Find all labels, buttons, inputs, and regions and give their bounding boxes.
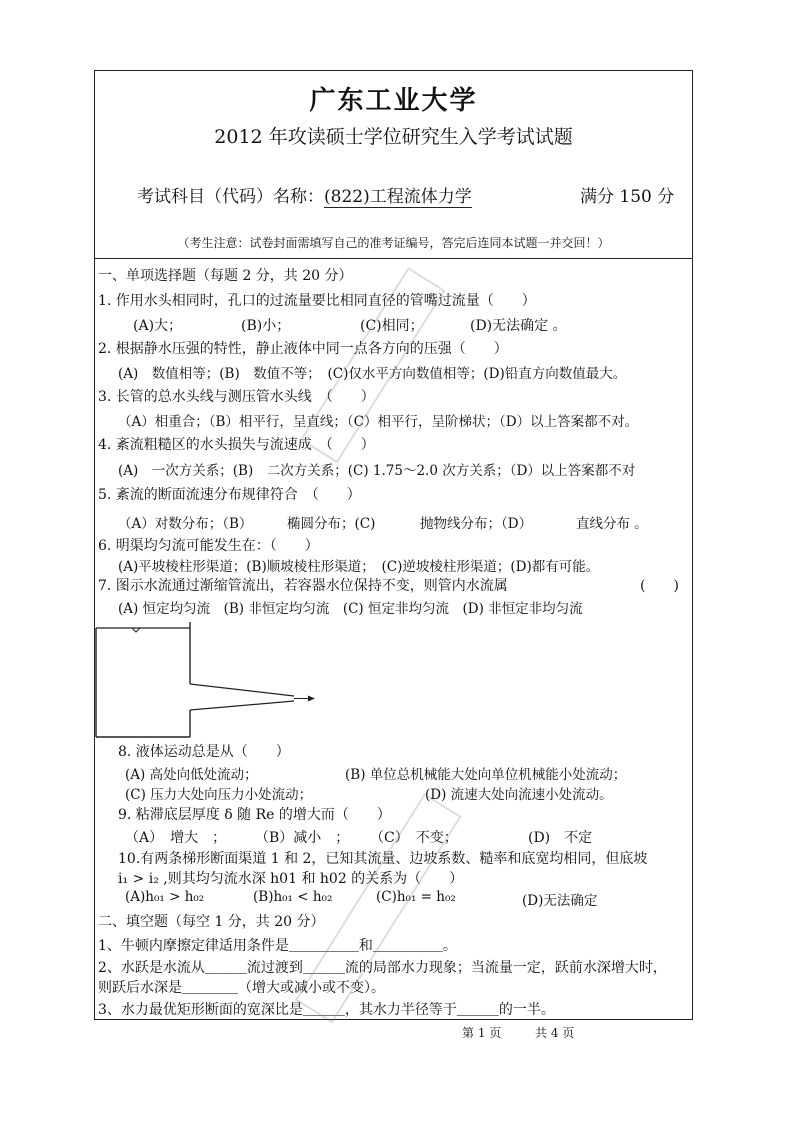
header-divider [94,258,693,259]
q2-text: 2. 根据静水压强的特性，静止液体中同一点各方向的压强（ ） [98,341,508,357]
university-title: 广东工业大学 [309,86,478,116]
section1-title: 一、单项选择题（每题 2 分，共 20 分） [98,268,353,284]
page-total: 共 4 页 [535,1026,575,1040]
q10-condition: i₁ > i₂ ,则其均匀流水深 h01 和 h02 的关系为（ ） [118,871,464,887]
q7-answer-paren: ( ) [640,578,679,594]
exam-title: 2012 年攻读硕士学位研究生入学考试试题 [214,126,573,148]
q8-option-d: (D) 流速大处向流速小处流动。 [425,787,613,803]
q3-text: 3. 长管的总水头线与测压管水头线 （ ） [98,389,375,405]
fill-q1: 1、牛顿内摩擦定律适用条件是＿＿＿＿＿和＿＿＿＿＿。 [98,938,457,954]
q8-option-a: (A) 高处向低处流动； [125,767,258,783]
tank-nozzle-figure [94,618,334,743]
q9-option-c: （C） 不变； [370,830,458,846]
q10-option-d: (D)无法确定 [522,893,598,909]
outflow-arrow-icon [308,696,315,702]
fill-q3: 3、水力最优矩形断面的宽深比是＿＿＿，其水力半径等于＿＿＿的一半。 [98,1002,555,1018]
section2-title: 二、填空题（每空 1 分，共 20 分） [98,914,325,930]
q8-text: 8. 液体运动总是从（ ） [118,744,290,760]
q9-option-d: (D) 不定 [528,830,593,846]
q4-text: 4. 紊流粗糙区的水头损失与流速成 （ ） [98,437,375,453]
subject-code: (822)工程流体力学 [324,187,472,207]
q9-text: 9. 粘滞底层厚度 δ 随 Re 的增大而（ ） [118,807,391,823]
q8-option-c: (C) 压力大处向压力小处流动； [125,787,313,803]
q10-text: 10.有两条梯形断面渠道 1 和 2，已知其流量、边坡系数、糙率和底宽均相同，但底坡 [118,851,648,867]
q5-option-ab: （A）对数分布；（B） [118,516,253,532]
q2-options: (A) 数值相等；(B) 数值不等； (C)仅水平方向数值相等；(D)铅直方向数值最大。 [118,366,627,382]
q3-options: （A）相重合；（B）相平行，呈直线；（C）相平行，呈阶梯状；（D）以上答案都不对。 [118,414,639,430]
q9-option-b: （B）减小 ； [255,830,350,846]
q5-text: 5. 紊流的断面流速分布规律符合 （ ） [98,487,361,503]
q10-option-c: (C)h₀₁ = h₀₂ [376,889,456,905]
q9-option-a: （A） 增大 ； [125,830,227,846]
q5-option-b: 椭圆分布；(C) [287,516,376,532]
subject-prefix: 考试科目（代码）名称： [137,187,324,207]
q10-option-a: (A)h₀₁ > h₀₂ [125,889,205,905]
q8-option-b: (B) 单位总机械能大处向单位机械能小处流动； [345,767,627,783]
q7-text: 7. 图示水流通过渐缩管流出，若容器水位保持不变，则管内水流属 [98,578,508,594]
fill-q2-cont: 则跃后水深是＿＿＿＿（增大或减小或不变）。 [98,980,385,996]
q10-option-b: (B)h₀₁ < h₀₂ [253,889,333,905]
page-number: 第 1 页 [462,1026,502,1040]
pipe-top-wall [190,684,294,696]
q1-option-b: (B)小； [241,318,291,334]
q1-option-a: (A)大； [133,318,183,334]
q1-option-d: (D)无法确定 。 [470,318,567,334]
q7-options: (A) 恒定均匀流 (B) 非恒定均匀流 (C) 恒定非均匀流 (D) 非恒定非均匀流 [118,601,583,617]
q6-options: (A)平坡棱柱形渠道；(B)顺坡棱柱形渠道； (C)逆坡棱柱形渠道；(D)都有可能。 [118,559,600,575]
q6-text: 6. 明渠均匀流可能发生在：（ ） [98,538,319,554]
fill-q2: 2、水跃是水流从＿＿＿流过渡到＿＿＿流的局部水力现象；当流量一定，跃前水深增大时， [98,960,667,976]
exam-notice: （考生注意：试卷封面需填写自己的准考证编号，答完后连同本试题一并交回！） [177,236,610,250]
q4-options: (A) 一次方关系；(B) 二次方关系；(C) 1.75～2.0 次方关系；（D）以上答案都不对 [118,463,636,479]
pipe-bottom-wall [190,701,294,710]
q5-option-cd: 抛物线分布；（D） [420,516,533,532]
q1-option-c: (C)相同； [360,318,424,334]
q5-option-d: 直线分布 。 [576,516,648,532]
q1-text: 1. 作用水头相同时，孔口的过流量要比相同直径的管嘴过流量（ ） [98,293,536,309]
full-score: 满分 150 分 [580,187,675,207]
subject-line [137,182,472,207]
